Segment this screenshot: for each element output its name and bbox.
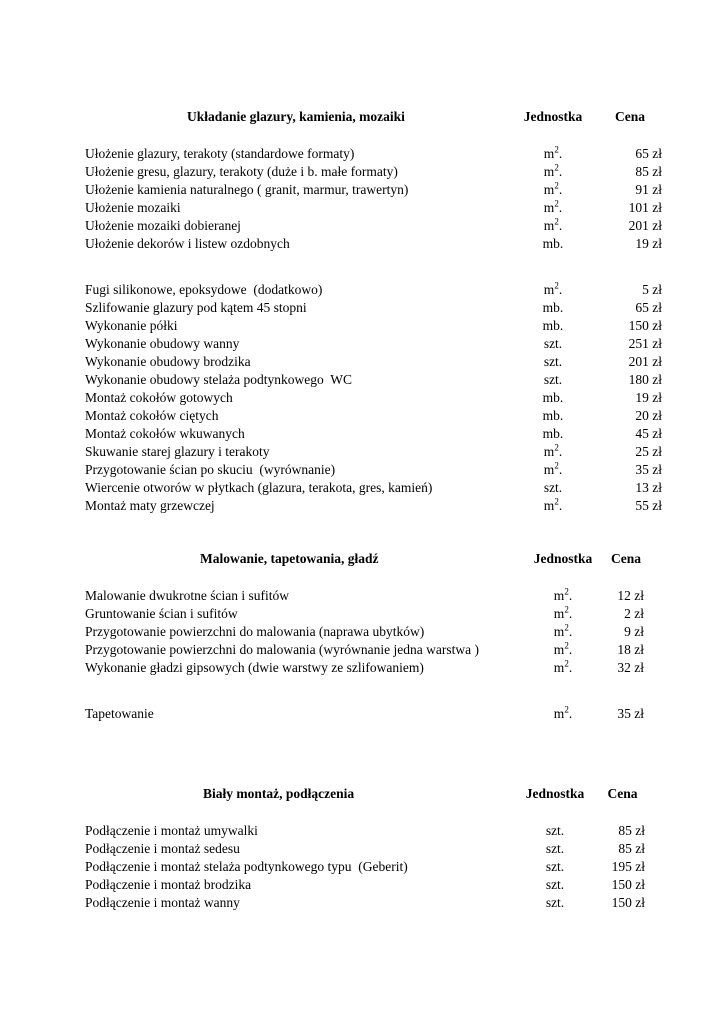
section-title: Biały montaż, podłączenia <box>203 786 355 801</box>
row-label: Montaż cokołów wkuwanych <box>85 426 245 441</box>
table-row <box>0 858 728 876</box>
row-price: 19 zł <box>635 390 662 405</box>
superscript-2: 2 <box>554 180 559 191</box>
superscript-2: 2 <box>564 658 569 669</box>
row-label: Gruntowanie ścian i sufitów <box>85 606 238 621</box>
row-unit: mb. <box>542 390 564 405</box>
row-unit: $m^2$. <box>543 180 563 197</box>
table-row <box>0 443 728 461</box>
row-unit: szt. <box>545 895 565 910</box>
table-row <box>0 659 728 677</box>
table-row <box>0 876 728 894</box>
row-unit: szt. <box>545 823 565 838</box>
row-group <box>0 587 728 677</box>
price-section-3 <box>0 785 728 912</box>
row-price: 25 zł <box>635 444 662 459</box>
superscript-2: 2 <box>554 216 559 227</box>
row-unit: $m^2$. <box>553 640 573 657</box>
column-header-unit: Jednostka <box>523 109 583 124</box>
row-price: 35 zł <box>617 706 644 721</box>
row-label: Podłączenie i montaż brodzika <box>85 877 252 892</box>
row-label: Przygotowanie powierzchni do malowania (wyrównanie jedna warstwa ) <box>85 642 479 657</box>
superscript-2: 2 <box>554 198 559 209</box>
table-row <box>0 235 728 253</box>
row-label: Montaż cokołów gotowych <box>85 390 233 405</box>
row-label: Podłączenie i montaż umywalki <box>85 823 258 838</box>
row-label: Wykonanie półki <box>85 318 178 333</box>
row-price: 91 zł <box>635 182 662 197</box>
row-unit: $m^2$. <box>543 460 563 477</box>
row-label: Ułożenie mozaiki dobieranej <box>85 218 241 233</box>
section-title-cell <box>85 785 510 803</box>
row-unit: mb. <box>542 426 564 441</box>
superscript-2: 2 <box>554 460 559 471</box>
row-unit: mb. <box>542 318 564 333</box>
section-title-cell <box>85 108 508 126</box>
table-row <box>0 605 728 623</box>
table-row <box>0 163 728 181</box>
table-row <box>0 145 728 163</box>
superscript-2: 2 <box>554 144 559 155</box>
row-unit: $m^2$. <box>553 704 573 721</box>
row-price: 19 zł <box>635 236 662 251</box>
row-label: Wykonanie obudowy brodzika <box>85 354 251 369</box>
row-unit: szt. <box>543 372 563 387</box>
row-unit: mb. <box>542 408 564 423</box>
table-row <box>0 840 728 858</box>
table-row <box>0 497 728 515</box>
column-header-price: Cena <box>615 109 645 124</box>
row-unit: szt. <box>543 354 563 369</box>
row-price: 65 zł <box>635 146 662 161</box>
row-price: 12 zł <box>617 588 644 603</box>
table-row <box>0 641 728 659</box>
row-price: 55 zł <box>635 498 662 513</box>
row-unit: mb. <box>542 236 564 251</box>
row-label: Przygotowanie ścian po skuciu (wyrównanie) <box>85 462 336 477</box>
row-label: Fugi silikonowe, epoksydowe (dodatkowo) <box>85 282 323 297</box>
row-price: 150 zł <box>611 895 645 910</box>
row-price: 65 zł <box>635 300 662 315</box>
row-group <box>0 145 728 253</box>
table-row <box>0 425 728 443</box>
row-label: Przygotowanie powierzchni do malowania (naprawa ubytków) <box>85 624 425 639</box>
section-header-row <box>0 108 728 126</box>
table-row <box>0 894 728 912</box>
row-unit: $m^2$. <box>543 198 563 215</box>
row-price: 9 zł <box>624 624 644 639</box>
superscript-2: 2 <box>564 640 569 651</box>
row-price: 251 zł <box>628 336 662 351</box>
row-label: Wiercenie otworów w płytkach (glazura, terakota, gres, kamień) <box>85 480 433 495</box>
row-unit: $m^2$. <box>553 604 573 621</box>
row-price: 150 zł <box>628 318 662 333</box>
row-unit: $m^2$. <box>543 442 563 459</box>
row-price: 13 zł <box>635 480 662 495</box>
row-group <box>0 281 728 515</box>
row-price: 45 zł <box>635 426 662 441</box>
row-label: Tapetowanie <box>85 706 154 721</box>
row-price: 195 zł <box>611 859 645 874</box>
section-title: Układanie glazury, kamienia, mozaiki <box>187 109 405 124</box>
row-price: 85 zł <box>618 823 645 838</box>
row-price: 32 zł <box>617 660 644 675</box>
row-unit: $m^2$. <box>543 280 563 297</box>
row-label: Skuwanie starej glazury i terakoty <box>85 444 270 459</box>
superscript-2: 2 <box>554 280 559 291</box>
column-header-unit: Jednostka <box>525 786 585 801</box>
section-title: Malowanie, tapetowania, gładź <box>200 551 379 566</box>
row-label: Malowanie dwukrotne ścian i sufitów <box>85 588 289 603</box>
row-unit: $m^2$. <box>543 144 563 161</box>
superscript-2: 2 <box>564 622 569 633</box>
section-title-cell <box>85 550 518 568</box>
table-row <box>0 181 728 199</box>
table-row <box>0 199 728 217</box>
row-label: Podłączenie i montaż stelaża podtynkowego typu (Geberit) <box>85 859 408 874</box>
price-section-2 <box>0 550 728 723</box>
table-row <box>0 705 728 723</box>
row-price: 2 zł <box>624 606 644 621</box>
table-row <box>0 822 728 840</box>
row-unit: $m^2$. <box>543 496 563 513</box>
superscript-2: 2 <box>564 704 569 715</box>
row-label: Podłączenie i montaż sedesu <box>85 841 240 856</box>
section-header-row <box>0 785 728 803</box>
row-price: 201 zł <box>628 354 662 369</box>
superscript-2: 2 <box>554 162 559 173</box>
table-row <box>0 407 728 425</box>
table-row <box>0 587 728 605</box>
row-label: Montaż cokołów ciętych <box>85 408 219 423</box>
row-price: 85 zł <box>618 841 645 856</box>
row-price: 18 zł <box>617 642 644 657</box>
row-label: Wykonanie obudowy stelaża podtynkowego WC <box>85 372 353 387</box>
row-label: Ułożenie gresu, glazury, terakoty (duże i b. małe formaty) <box>85 164 398 179</box>
row-unit: $m^2$. <box>543 162 563 179</box>
row-unit: $m^2$. <box>553 658 573 675</box>
column-header-price: Cena <box>611 551 641 566</box>
row-price: 180 zł <box>628 372 662 387</box>
row-label: Ułożenie glazury, terakoty (standardowe formaty) <box>85 146 355 161</box>
row-label: Wykonanie obudowy wanny <box>85 336 240 351</box>
row-price: 20 zł <box>635 408 662 423</box>
table-row <box>0 389 728 407</box>
row-price: 35 zł <box>635 462 662 477</box>
row-unit: $m^2$. <box>553 622 573 639</box>
row-label: Wykonanie gładzi gipsowych (dwie warstwy ze szlifowaniem) <box>85 660 424 675</box>
row-label: Ułożenie dekorów i listew ozdobnych <box>85 236 290 251</box>
row-price: 201 zł <box>628 218 662 233</box>
superscript-2: 2 <box>564 586 569 597</box>
row-label: Ułożenie mozaiki <box>85 200 181 215</box>
table-row <box>0 317 728 335</box>
row-unit: szt. <box>543 336 563 351</box>
row-label: Podłączenie i montaż wanny <box>85 895 240 910</box>
row-unit: $m^2$. <box>553 586 573 603</box>
row-price: 5 zł <box>642 282 662 297</box>
row-unit: szt. <box>545 841 565 856</box>
table-row <box>0 217 728 235</box>
table-row <box>0 281 728 299</box>
row-unit: szt. <box>545 877 565 892</box>
row-unit: szt. <box>545 859 565 874</box>
table-row <box>0 479 728 497</box>
price-section-1 <box>0 108 728 515</box>
row-label: Ułożenie kamienia naturalnego ( granit, marmur, trawertyn) <box>85 182 409 197</box>
table-row <box>0 623 728 641</box>
row-group <box>0 822 728 912</box>
row-unit: mb. <box>542 300 564 315</box>
superscript-2: 2 <box>554 496 559 507</box>
row-label: Szlifowanie glazury pod kątem 45 stopni <box>85 300 307 315</box>
table-row <box>0 371 728 389</box>
superscript-2: 2 <box>554 442 559 453</box>
row-price: 85 zł <box>635 164 662 179</box>
row-price: 150 zł <box>611 877 645 892</box>
table-row <box>0 299 728 317</box>
superscript-2: 2 <box>564 604 569 615</box>
column-header-price: Cena <box>607 786 638 801</box>
row-group <box>0 705 728 723</box>
table-row <box>0 353 728 371</box>
row-unit: szt. <box>543 480 563 495</box>
row-label: Montaż maty grzewczej <box>85 498 215 513</box>
row-unit: $m^2$. <box>543 216 563 233</box>
row-price: 101 zł <box>628 200 662 215</box>
column-header-unit: Jednostka <box>533 551 593 566</box>
table-row <box>0 461 728 479</box>
section-header-row <box>0 550 728 568</box>
table-row <box>0 335 728 353</box>
